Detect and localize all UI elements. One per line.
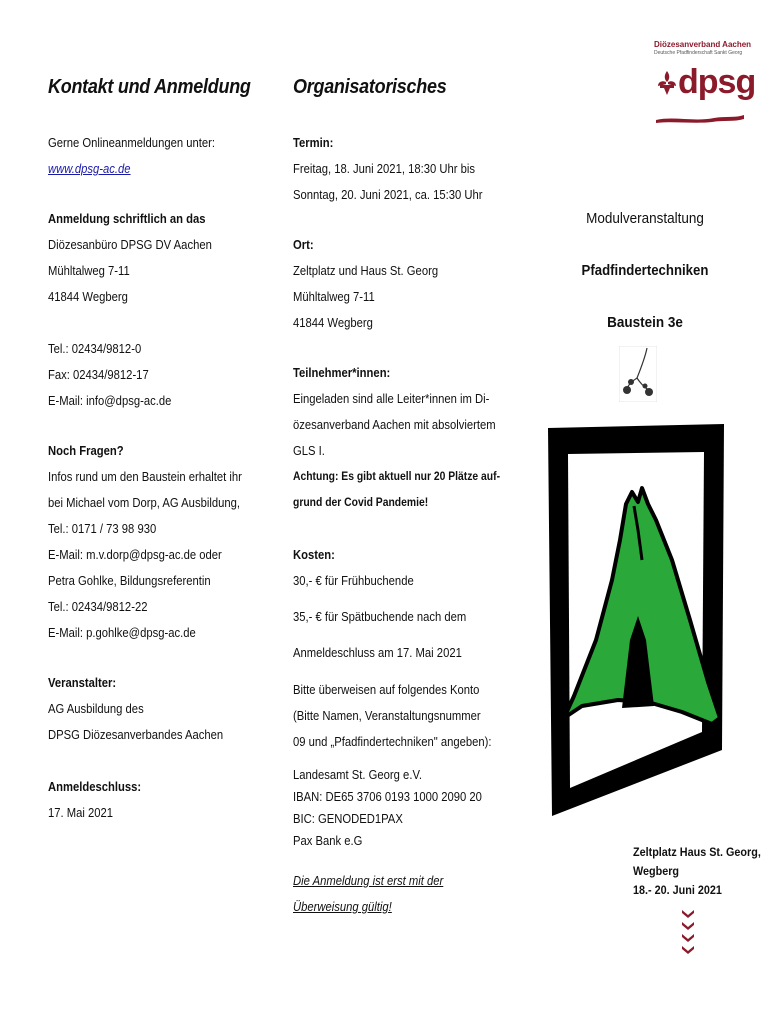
- questions-line: Tel.: 0171 / 73 98 930: [48, 522, 157, 536]
- place-heading: Ort:: [293, 238, 314, 252]
- rope-knot-icon: [619, 346, 657, 402]
- costs-line: 30,- € für Frühbuchende: [293, 574, 414, 588]
- date-line: Freitag, 18. Juni 2021, 18:30 Uhr bis: [293, 162, 475, 176]
- questions-line: E-Mail: p.gohlke@dpsg-ac.de: [48, 626, 196, 640]
- type-label: Modulveranstaltung: [586, 210, 704, 227]
- costs-line: 35,- € für Spätbuchende nach dem: [293, 610, 467, 624]
- middle-heading: Organisatorisches: [293, 76, 447, 98]
- footer-line: Zeltplatz Haus St. Georg,: [633, 845, 761, 859]
- warning-line: grund der Covid Pandemie!: [293, 497, 429, 509]
- dpsg-logo: [654, 40, 756, 124]
- written-heading: Anmeldung schriftlich an das: [48, 212, 206, 226]
- footer-line: 18.- 20. Juni 2021: [633, 883, 722, 897]
- contact-fax: Fax: 02434/9812-17: [48, 368, 149, 382]
- place-line: Zeltplatz und Haus St. Georg: [293, 264, 439, 278]
- deadline-heading: Anmeldeschluss:: [48, 780, 142, 794]
- bank-line: BIC: GENODED1PAX: [293, 812, 403, 826]
- left-heading: Kontakt und Anmeldung: [48, 76, 251, 98]
- organizer-line: DPSG Diözesanverbandes Aachen: [48, 728, 224, 742]
- date-heading: Termin:: [293, 136, 334, 150]
- logo-word: dpsg: [678, 63, 756, 101]
- transfer-line: Bitte überweisen auf folgendes Konto: [293, 683, 480, 697]
- place-line: 41844 Wegberg: [293, 316, 373, 330]
- questions-line: bei Michael vom Dorp, AG Ausbildung,: [48, 496, 240, 510]
- lily-icon: [656, 70, 678, 96]
- warning-line: Achtung: Es gibt aktuell nur 20 Plätze auf-: [293, 471, 501, 483]
- organizer-heading: Veranstalter:: [48, 676, 117, 690]
- online-intro: Gerne Onlineanmeldungen unter:: [48, 136, 215, 150]
- transfer-line: 09 und „Pfadfindertechniken" angeben):: [293, 735, 492, 749]
- transfer-line: (Bitte Namen, Veranstaltungsnummer: [293, 709, 481, 723]
- participants-heading: Teilnehmer*innen:: [293, 366, 391, 380]
- logo-org: Diözesanverband Aachen: [654, 40, 752, 49]
- written-line: Mühltalweg 7-11: [48, 264, 130, 278]
- written-line: Diözesanbüro DPSG DV Aachen: [48, 238, 212, 252]
- note-line: Überweisung gültig!: [293, 900, 392, 914]
- date-line: Sonntag, 20. Juni 2021, ca. 15:30 Uhr: [293, 188, 483, 202]
- questions-heading: Noch Fragen?: [48, 444, 124, 458]
- logo-sub: Deutsche Pfadfinderschaft Sankt Georg: [654, 50, 743, 56]
- main-title: Pfadfindertechniken: [581, 262, 709, 279]
- contact-email: E-Mail: info@dpsg-ac.de: [48, 394, 172, 408]
- participants-line: GLS I.: [293, 444, 325, 458]
- chevron-down-icon: [680, 908, 696, 958]
- note-line: Die Anmeldung ist erst mit der: [293, 874, 444, 888]
- online-link[interactable]: www.dpsg-ac.de: [48, 162, 131, 176]
- place-line: Mühltalweg 7-11: [293, 290, 375, 304]
- participants-line: özesanverband Aachen mit absolviertem: [293, 418, 496, 432]
- questions-line: Infos rund um den Baustein erhaltet ihr: [48, 470, 242, 484]
- costs-line: Anmeldeschluss am 17. Mai 2021: [293, 646, 462, 660]
- bank-line: IBAN: DE65 3706 0193 1000 2090 20: [293, 790, 482, 804]
- participants-line: Eingeladen sind alle Leiter*innen im Di-: [293, 392, 490, 406]
- costs-heading: Kosten:: [293, 548, 335, 562]
- brush-stroke: [654, 112, 746, 124]
- organizer-line: AG Ausbildung des: [48, 702, 144, 716]
- bank-line: Landesamt St. Georg e.V.: [293, 768, 423, 782]
- bank-line: Pax Bank e.G: [293, 834, 363, 848]
- contact-phone: Tel.: 02434/9812-0: [48, 342, 142, 356]
- footer-line: Wegberg: [633, 864, 680, 878]
- deadline-value: 17. Mai 2021: [48, 806, 114, 820]
- questions-line: E-Mail: m.v.dorp@dpsg-ac.de oder: [48, 548, 222, 562]
- tent-illustration: [542, 420, 730, 820]
- written-line: 41844 Wegberg: [48, 290, 128, 304]
- questions-line: Tel.: 02434/9812-22: [48, 600, 148, 614]
- subtitle: Baustein 3e: [607, 314, 683, 331]
- questions-line: Petra Gohlke, Bildungsreferentin: [48, 574, 211, 588]
